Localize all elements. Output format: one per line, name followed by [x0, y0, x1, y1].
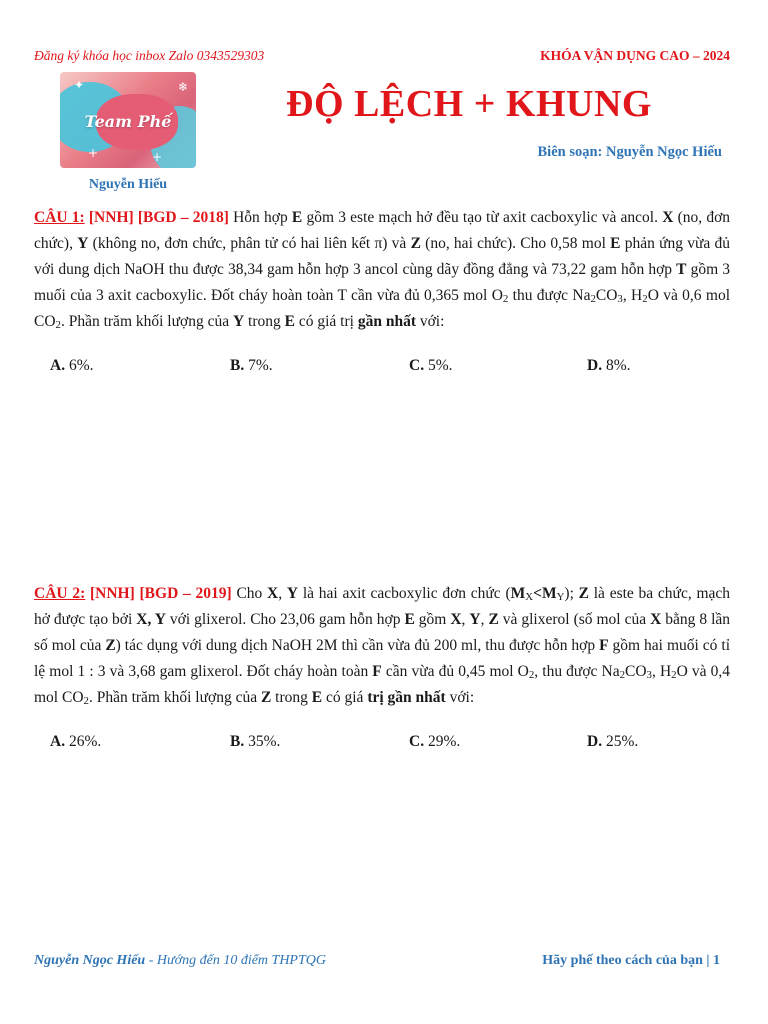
option-b[interactable]: B. 7%.: [230, 357, 273, 374]
logo-text: Team Phế: [84, 112, 172, 131]
option-c[interactable]: C. 5%.: [409, 357, 453, 374]
footer-author: [34, 953, 326, 969]
question-label: CÂU 1:: [34, 209, 85, 226]
question-1: CÂU 1: [NNH] [BGD – 2018] Hỗn hợp E gồm 3 este mạch hở đều tạo từ axit cacboxylic và ancol. X (no, đơn chức), Y (không no, đơn chức, phân tử có hai liên kết π) và Z (no, hai chức). Cho 0,58 mol E phản ứng vừa đủ với dung dịch NaOH thu được 38,34 gam hỗn hợp 3 ancol cùng dãy đồng đẳng và 73,22 gam hỗn hợp T gồm 3 muối của 3 axit cacboxylic. Đốt cháy hoàn toàn T cần vừa đủ 0,365 mol $O_2$ thu được $Na_2CO_3$, $H_2O$ và 0,6 mol $CO_2$. Phần trăm khối lượng của Y trong E có giá trị gần nhất với:: [34, 209, 731, 332]
team-logo: [60, 72, 196, 168]
author-line: Biên soạn: Nguyễn Ngọc Hiếu: [537, 144, 722, 160]
course-name: KHÓA VẬN DỤNG CAO – 2024: [540, 48, 730, 63]
option-d[interactable]: D. 8%.: [587, 357, 631, 374]
footer-name: Nguyễn Ngọc Hiếu: [34, 953, 146, 968]
question-2: CÂU 2: [NNH] [BGD – 2019] Cho X, Y là hai axit cacboxylic đơn chức $(M_X<M_Y)$; Z là este ba chức, mạch hở được tạo bởi X, Y với glixerol. Cho 23,06 gam hỗn hợp E gồm X, Y, Z và glixerol (số mol của X bằng 8 lần số mol của Z) tác dụng với dung dịch NaOH 2M thì cần vừa đủ 200 ml, thu được hỗn hợp F gồm hai muối có tỉ lệ mol 1 : 3 và 3,68 gam glixerol. Đốt cháy hoàn toàn F cần vừa đủ 0,45 mol $O_2$, thu được $Na_2CO_3$, $H_2O$ và 0,4 mol $CO_2$. Phần trăm khối lượng của Z trong E có giá trị gần nhất với:: [34, 585, 731, 708]
sparkle-icon: +: [88, 146, 99, 160]
sparkle-icon: +: [152, 150, 163, 164]
sparkle-icon: ✦: [74, 78, 85, 92]
answer-options: [50, 357, 730, 383]
question-tag: [NNH] [BGD – 2018]: [84, 209, 229, 226]
logo-caption: Nguyễn Hiếu: [88, 177, 168, 192]
header-contact: Đăng ký khóa học inbox Zalo 0343529303: [34, 48, 265, 63]
option-b[interactable]: B. 35%.: [230, 733, 281, 750]
option-c[interactable]: C. 29%.: [409, 733, 461, 750]
footer-page: Hãy phế theo cách của bạn | 1: [542, 953, 720, 968]
option-a[interactable]: A. 6%.: [50, 357, 94, 374]
answer-options: [50, 733, 730, 759]
option-d[interactable]: D. 25%.: [587, 733, 639, 750]
page-title: ĐỘ LỆCH + KHUNG: [286, 83, 652, 125]
footer-slogan: - Hướng đến 10 điểm THPTQG: [145, 953, 326, 968]
snowflake-icon: ❄: [178, 80, 189, 94]
question-label: CÂU 2:: [34, 585, 86, 602]
question-tag: [NNH] [BGD – 2019]: [85, 585, 232, 602]
option-a[interactable]: A. 26%.: [50, 733, 102, 750]
